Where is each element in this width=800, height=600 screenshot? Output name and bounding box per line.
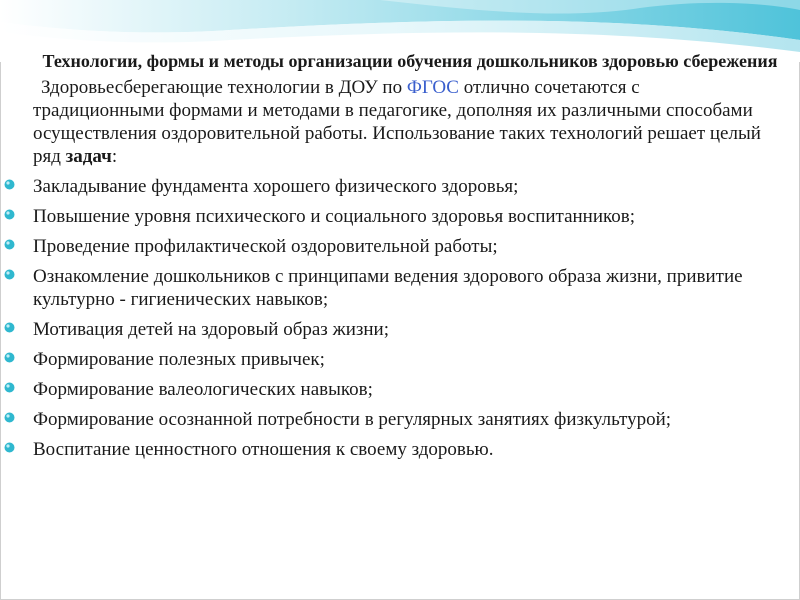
- list-item-text: Ознакомление дошкольников с принципами ведения здорового образа жизни, привитие культурно - гигиенических навыков;: [33, 266, 743, 310]
- list-item: [0, 318, 800, 341]
- slide-title: Технологии, формы и методы организации обучения дошкольников здоровью сбережения: [42, 51, 778, 71]
- intro-text-start: Здоровьесберегающие технологии в ДОУ по: [41, 77, 407, 98]
- list-item: [0, 438, 800, 461]
- intro-text-middle: отлично сочетаются с традиционными формами и методами в педагогике, дополняя их различными способами осуществления оздоровительной работы. Использование таких технологий решает целый ряд: [33, 77, 761, 167]
- list-item: [0, 378, 800, 401]
- circle-bullet-icon: [4, 269, 15, 280]
- list-item: [0, 235, 800, 258]
- list-item-text: Формирование валеологических навыков;: [33, 379, 373, 400]
- slide-content: [0, 50, 800, 461]
- list-item: [0, 175, 800, 198]
- circle-bullet-icon: [4, 382, 15, 393]
- circle-bullet-icon: [4, 209, 15, 220]
- circle-bullet-icon: [4, 239, 15, 250]
- list-item-text: Проведение профилактической оздоровительной работы;: [33, 236, 498, 257]
- intro-text-end: :: [111, 146, 118, 167]
- list-item-text: Формирование осознанной потребности в регулярных занятиях физкультурой;: [33, 409, 672, 430]
- list-item: [0, 265, 800, 311]
- circle-bullet-icon: [4, 352, 15, 363]
- list-item-text: Формирование полезных привычек;: [33, 349, 325, 370]
- list-item-text: Мотивация детей на здоровый образ жизни;: [33, 319, 389, 340]
- list-item: [0, 408, 800, 431]
- circle-bullet-icon: [4, 179, 15, 190]
- list-item-text: Повышение уровня психического и социального здоровья воспитанников;: [33, 206, 636, 227]
- list-item: [0, 205, 800, 228]
- list-item-text: Воспитание ценностного отношения к своему здоровью.: [33, 439, 494, 460]
- circle-bullet-icon: [4, 322, 15, 333]
- list-item-text: Закладывание фундамента хорошего физического здоровья;: [33, 176, 519, 197]
- fgos-term: ФГОС: [406, 77, 459, 98]
- tasks-list: [0, 175, 800, 461]
- circle-bullet-icon: [4, 442, 15, 453]
- list-item: [0, 348, 800, 371]
- tasks-keyword: задач: [65, 146, 112, 167]
- circle-bullet-icon: [4, 412, 15, 423]
- intro-paragraph: [0, 76, 800, 168]
